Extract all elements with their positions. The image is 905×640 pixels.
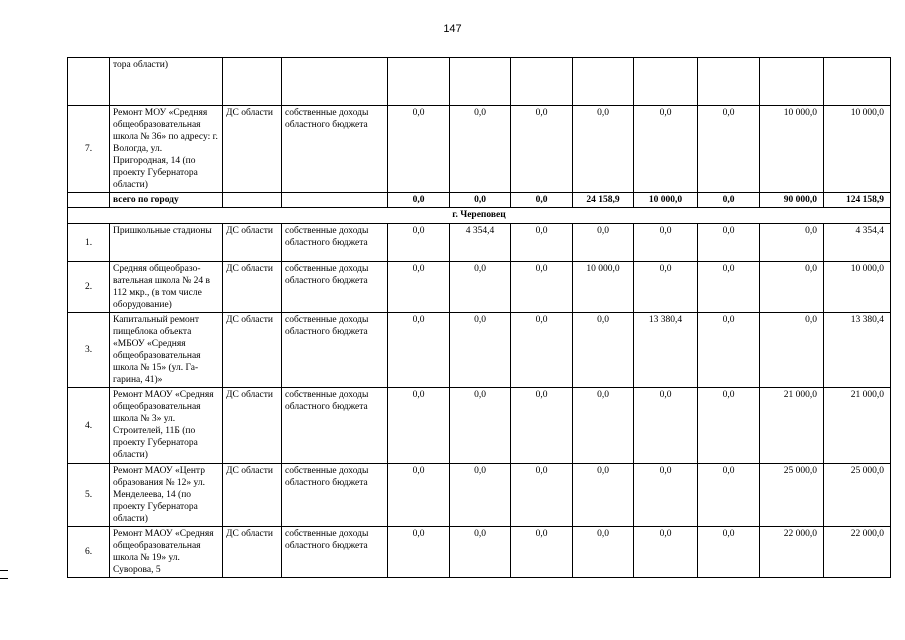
table-row [68, 388, 891, 464]
value-cell: 0,0 [511, 106, 573, 193]
value-cell: 0,0 [573, 106, 634, 193]
organization: ДС области [223, 313, 282, 388]
carry-over-row [68, 58, 891, 106]
value-cell: 21 000,0 [824, 388, 891, 464]
total-row [68, 193, 891, 208]
section-title: г. Череповец [68, 208, 891, 224]
value-cell: 0,0 [450, 464, 511, 527]
value-cell: 0,0 [634, 464, 698, 527]
value-cell: 0,0 [698, 527, 760, 578]
value-cell: 0,0 [450, 313, 511, 388]
value-cell: 0,0 [698, 313, 760, 388]
table-row [68, 262, 891, 313]
value-cell: 0,0 [698, 106, 760, 193]
value-cell: 0,0 [634, 388, 698, 464]
row-number: 3. [68, 313, 110, 388]
value-cell: 0,0 [573, 464, 634, 527]
total-value: 0,0 [511, 193, 573, 208]
item-name: Капитальный ремонт пищеблока объекта «МБОУ «Средняя общеобразовательная школа № 15» (ул. Гагарина, 41)» [110, 313, 223, 388]
value-cell: 25 000,0 [760, 464, 824, 527]
budget-table [67, 57, 891, 578]
value-cell: 21 000,0 [760, 388, 824, 464]
total-value: 0,0 [450, 193, 511, 208]
table-row [68, 313, 891, 388]
item-name: Ремонт МАОУ «Средняя общеобразовательная школа № 19» ул. Суворова, 5 [110, 527, 223, 578]
funding-source: собственные доходы областного бюджета [282, 313, 388, 388]
value-cell: 0,0 [573, 527, 634, 578]
item-name: Ремонт МАОУ «Центр образования № 12» ул. Менделеева, 14 (по проекту Губернатора области) [110, 464, 223, 527]
value-cell: 0,0 [573, 224, 634, 262]
value-cell: 4 354,4 [824, 224, 891, 262]
row-number: 2. [68, 262, 110, 313]
value-cell: 0,0 [698, 388, 760, 464]
item-name: тора области) [110, 58, 223, 106]
organization: ДС области [223, 527, 282, 578]
value-cell: 0,0 [760, 262, 824, 313]
value-cell: 0,0 [388, 224, 450, 262]
margin-mark [0, 570, 8, 571]
total-value: 0,0 [698, 193, 760, 208]
value-cell: 0,0 [760, 224, 824, 262]
value-cell: 0,0 [388, 527, 450, 578]
funding-source: собственные доходы областного бюджета [282, 388, 388, 464]
row-number: 5. [68, 464, 110, 527]
item-name: Пришкольные стадионы [110, 224, 223, 262]
organization: ДС области [223, 224, 282, 262]
value-cell: 0,0 [511, 224, 573, 262]
organization: ДС области [223, 464, 282, 527]
table-row [68, 224, 891, 262]
value-cell: 0,0 [511, 464, 573, 527]
value-cell: 0,0 [511, 262, 573, 313]
item-name: Ремонт МАОУ «Средняя общеобразовательная школа № 3» ул. Строителей, 11Б (по проекту Губернатора области) [110, 388, 223, 464]
organization: ДС области [223, 388, 282, 464]
funding-source: собственные доходы областного бюджета [282, 464, 388, 527]
total-value: 90 000,0 [760, 193, 824, 208]
row-number: 1. [68, 224, 110, 262]
value-cell: 0,0 [450, 527, 511, 578]
organization: ДС области [223, 262, 282, 313]
value-cell: 22 000,0 [824, 527, 891, 578]
value-cell: 10 000,0 [760, 106, 824, 193]
value-cell: 0,0 [511, 527, 573, 578]
value-cell: 10 000,0 [824, 106, 891, 193]
value-cell: 0,0 [634, 262, 698, 313]
value-cell: 0,0 [388, 313, 450, 388]
value-cell: 0,0 [450, 262, 511, 313]
value-cell: 0,0 [634, 106, 698, 193]
value-cell: 0,0 [634, 224, 698, 262]
funding-source: собственные доходы областного бюджета [282, 224, 388, 262]
value-cell: 0,0 [388, 106, 450, 193]
value-cell: 0,0 [388, 262, 450, 313]
value-cell: 22 000,0 [760, 527, 824, 578]
total-value: 124 158,9 [824, 193, 891, 208]
total-value: 24 158,9 [573, 193, 634, 208]
table-row [68, 527, 891, 578]
page-number: 147 [443, 23, 462, 35]
total-value: 0,0 [388, 193, 450, 208]
item-name: Ремонт МОУ «Средняя общеобразовательная школа № 36» по адресу: г. Вологда, ул. Пригородная, 14 (по проекту Губернатора области) [110, 106, 223, 193]
organization: ДС области [223, 106, 282, 193]
margin-mark [0, 578, 8, 579]
value-cell: 0,0 [698, 262, 760, 313]
table-row [68, 106, 891, 193]
value-cell: 13 380,4 [634, 313, 698, 388]
value-cell: 0,0 [511, 388, 573, 464]
value-cell: 4 354,4 [450, 224, 511, 262]
value-cell: 0,0 [573, 388, 634, 464]
value-cell: 13 380,4 [824, 313, 891, 388]
total-label: всего по городу [110, 193, 223, 208]
value-cell: 0,0 [634, 527, 698, 578]
value-cell: 10 000,0 [824, 262, 891, 313]
funding-source: собственные доходы областного бюджета [282, 106, 388, 193]
table-row [68, 464, 891, 527]
funding-source: собственные доходы областного бюджета [282, 262, 388, 313]
value-cell: 10 000,0 [573, 262, 634, 313]
value-cell: 0,0 [511, 313, 573, 388]
value-cell: 0,0 [573, 313, 634, 388]
row-number: 7. [68, 106, 110, 193]
row-number: 4. [68, 388, 110, 464]
value-cell: 0,0 [450, 388, 511, 464]
value-cell: 0,0 [388, 388, 450, 464]
item-name: Средняя общеобразовательная школа № 24 в 112 мкр., (в том числе оборудование) [110, 262, 223, 313]
value-cell: 0,0 [698, 464, 760, 527]
section-row [68, 208, 891, 224]
value-cell: 0,0 [760, 313, 824, 388]
value-cell: 0,0 [450, 106, 511, 193]
value-cell: 0,0 [698, 224, 760, 262]
funding-source: собственные доходы областного бюджета [282, 527, 388, 578]
value-cell: 0,0 [388, 464, 450, 527]
row-number: 6. [68, 527, 110, 578]
total-value: 10 000,0 [634, 193, 698, 208]
value-cell: 25 000,0 [824, 464, 891, 527]
